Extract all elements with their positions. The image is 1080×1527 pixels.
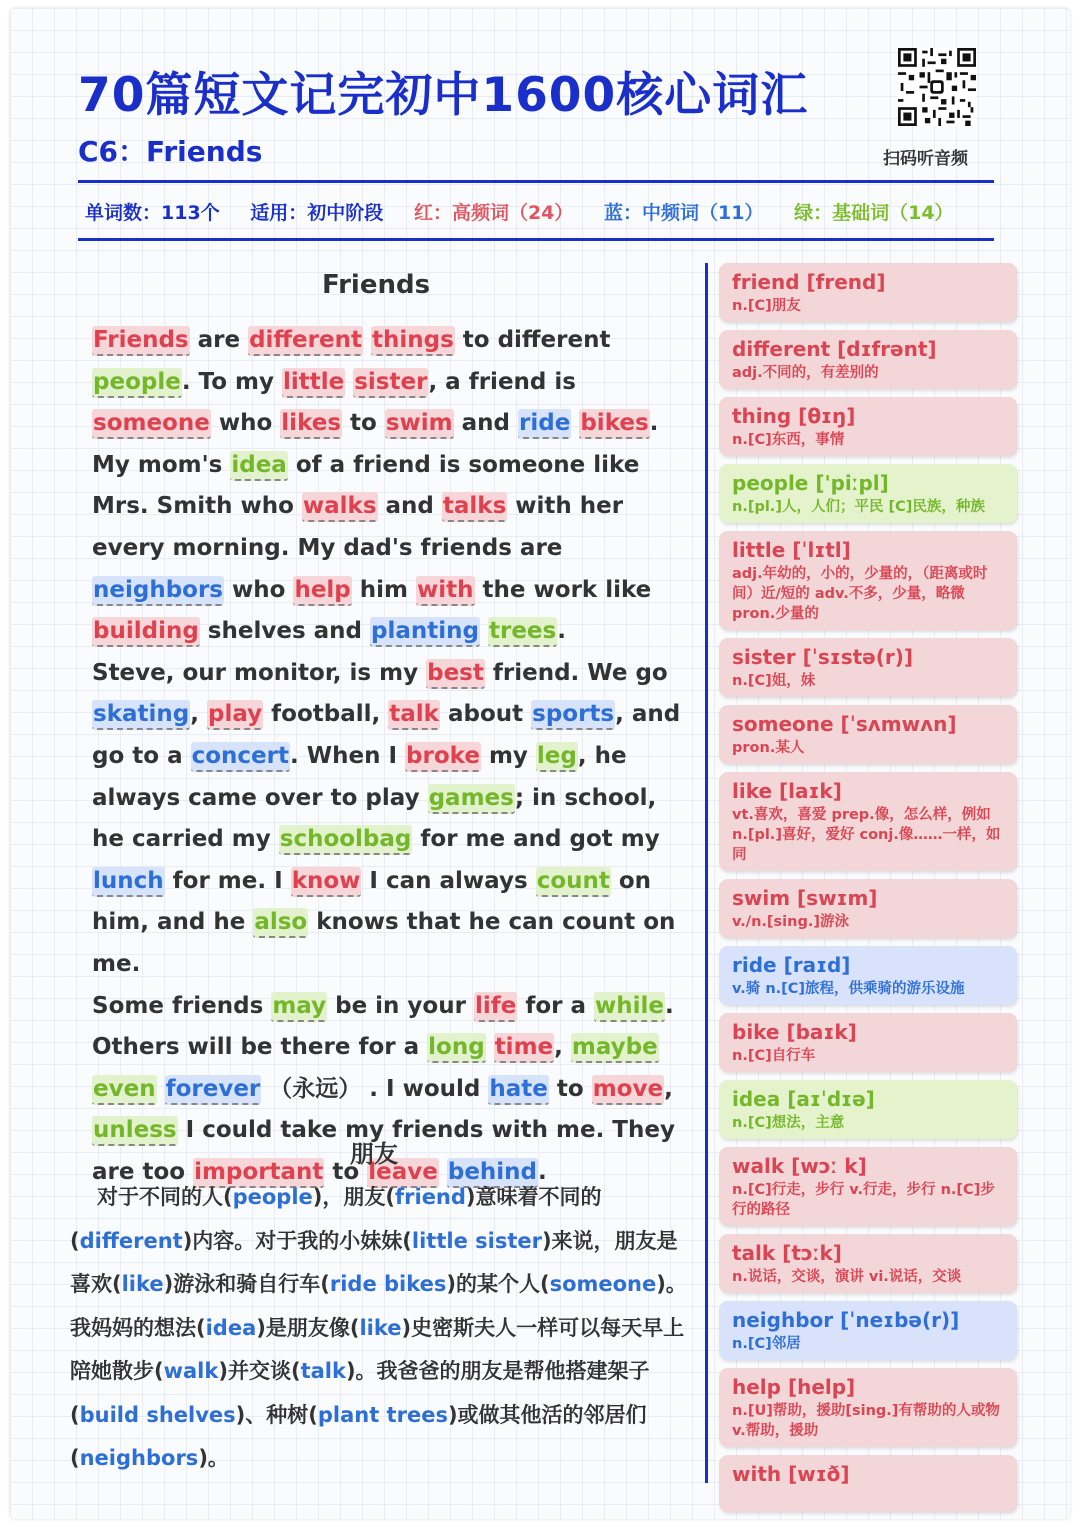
vocab-word[interactable]: with xyxy=(416,576,475,606)
passage-text: my xyxy=(480,742,536,769)
vocab-word[interactable]: likes xyxy=(280,409,342,439)
passage-text: , xyxy=(554,1034,571,1061)
vocab-card[interactable] xyxy=(719,772,1017,871)
vocab-card[interactable] xyxy=(719,397,1017,456)
divider-top xyxy=(78,180,994,183)
translation-text: )或做其他活的邻居们( xyxy=(70,1402,647,1470)
vocab-card-definition: n.[U]帮助，援助[sing.]有帮助的人或物 v.帮助，援助 xyxy=(732,1403,1000,1439)
passage-text: . To my xyxy=(181,368,282,395)
vocab-word[interactable]: broke xyxy=(405,742,481,772)
passage-text: , a friend is xyxy=(428,368,576,395)
translation-keyword: like xyxy=(121,1272,164,1296)
vocab-word[interactable]: different xyxy=(248,326,363,356)
vocab-word[interactable]: life xyxy=(474,992,517,1022)
passage-text: Some friends xyxy=(92,992,272,1019)
vocab-word[interactable]: talks xyxy=(442,492,507,522)
stats-bar xyxy=(85,198,978,225)
passage-text: . Others will be there for a xyxy=(92,992,674,1061)
vocab-card[interactable] xyxy=(719,1455,1017,1512)
translation-keyword: ride bikes xyxy=(329,1272,447,1296)
vocab-word[interactable]: count xyxy=(536,867,611,897)
vocab-word[interactable]: may xyxy=(271,992,327,1022)
passage-text: on him, and he xyxy=(92,867,652,936)
passage-text: of a friend is someone like Mrs. Smith who xyxy=(92,451,640,520)
passage-text: . xyxy=(557,618,566,645)
vocab-card[interactable] xyxy=(719,1080,1017,1139)
translation-keyword: talk xyxy=(300,1359,346,1383)
vocab-word[interactable]: trees xyxy=(488,617,557,647)
vocab-word[interactable]: talk xyxy=(388,700,440,730)
vocab-card-definition: n.[C]邻居 xyxy=(732,1336,801,1352)
passage-text: （永远） . I would xyxy=(261,1075,489,1102)
translation-text: 对于不同的人( xyxy=(97,1185,233,1209)
vocab-word[interactable]: skating xyxy=(92,700,190,730)
passage-paragraph xyxy=(65,653,690,986)
passage-text: ; in school, he carried my xyxy=(92,784,657,853)
vocab-card[interactable] xyxy=(719,1013,1017,1072)
translation-keyword: someone xyxy=(549,1272,657,1296)
vocab-card-definition: v.骑 n.[C]旅程，供乘骑的游乐设施 xyxy=(732,981,965,997)
translation-paragraph xyxy=(70,1176,690,1481)
column-divider xyxy=(705,263,708,1483)
vocab-card-definition: n.说话，交谈，演讲 vi.说话，交谈 xyxy=(732,1269,962,1285)
passage-text xyxy=(363,327,371,353)
passage-text: football, xyxy=(263,701,389,728)
qr-code-icon[interactable] xyxy=(898,48,976,126)
vocab-card[interactable] xyxy=(719,638,1017,697)
vocab-card-definition xyxy=(732,1488,1006,1506)
passage-text: about xyxy=(439,701,532,728)
vocab-word[interactable]: sports xyxy=(531,700,615,730)
passage-text: . My mom's xyxy=(92,410,659,478)
translation-keyword: little sister xyxy=(411,1228,542,1253)
vocab-card-word: walk [wɔː k] xyxy=(732,1154,867,1178)
vocab-word[interactable]: swim xyxy=(385,409,454,439)
vocab-card-word: neighbor [ˈneɪbə(r)] xyxy=(732,1308,960,1332)
vocab-card[interactable] xyxy=(719,879,1017,938)
translation-text: )、种树( xyxy=(235,1402,318,1427)
vocab-card-word: bike [baɪk] xyxy=(732,1020,857,1044)
vocab-card-word: ride [raɪd] xyxy=(732,953,851,977)
translation-keyword: walk xyxy=(163,1359,219,1383)
passage-text: to xyxy=(548,1075,592,1102)
vocab-card[interactable] xyxy=(719,531,1017,630)
passage-text: for a xyxy=(517,992,595,1019)
translation-keyword: people xyxy=(232,1185,313,1209)
passage-text: with her every morning. My dad's friends are xyxy=(92,493,624,561)
translation-keyword: build shelves xyxy=(79,1402,236,1427)
vocab-word[interactable]: Friends xyxy=(92,326,190,356)
vocab-word[interactable]: walks xyxy=(302,492,378,522)
passage-text: to xyxy=(342,410,385,437)
passage-text: be in your xyxy=(327,992,474,1019)
passage-text xyxy=(480,618,488,644)
vocab-card[interactable] xyxy=(719,1234,1017,1293)
passage-text: , xyxy=(664,1075,673,1102)
vocab-card-definition: n.[C]东西，事情 xyxy=(732,432,845,448)
vocab-word[interactable]: games xyxy=(428,784,515,814)
vocab-card[interactable] xyxy=(719,1147,1017,1226)
vocab-word[interactable]: forever xyxy=(165,1075,262,1105)
vocab-word[interactable]: long xyxy=(427,1033,486,1063)
vocab-card[interactable] xyxy=(719,263,1017,322)
passage-text: to different xyxy=(454,327,611,353)
passage-text: and xyxy=(453,410,519,437)
vocab-word[interactable]: little xyxy=(282,368,345,398)
vocab-card-word: idea [aɪˈdɪə] xyxy=(732,1087,875,1111)
vocab-word[interactable]: important xyxy=(193,1158,324,1188)
translation-keyword: idea xyxy=(205,1315,257,1340)
vocab-card-definition: n.[C]想法，主意 xyxy=(732,1115,845,1131)
vocab-word[interactable]: even xyxy=(92,1075,157,1105)
vocab-card-word: friend [frend] xyxy=(732,270,886,294)
translation-text: )来说，朋友是喜欢( xyxy=(70,1228,678,1296)
translation-keyword: different xyxy=(79,1228,183,1253)
passage-text: for me. I xyxy=(164,867,291,894)
vocab-word[interactable]: sister xyxy=(353,368,428,398)
passage-text: . When I xyxy=(290,742,406,769)
passage-title: Friends xyxy=(322,270,431,300)
vocab-card-definition: n.[C]朋友 xyxy=(732,298,801,314)
vocab-word[interactable]: maybe xyxy=(571,1033,659,1063)
translation-keyword: neighbors xyxy=(79,1446,199,1470)
legend-high: 红：高频词（24） xyxy=(413,202,574,224)
translation-body xyxy=(70,1176,690,1481)
vocab-card-word: with [wɪð] xyxy=(732,1462,850,1486)
passage-text: shelves and xyxy=(199,618,371,645)
vocab-card-word: different [dɪfrənt] xyxy=(732,337,937,361)
vocab-card-word: someone [ˈsʌmwʌn] xyxy=(732,712,957,736)
passage-text: knows that he can count on me. xyxy=(92,909,676,977)
translation-text: )并交谈( xyxy=(218,1359,301,1383)
vocab-word[interactable]: schoolbag xyxy=(279,825,413,855)
vocab-card[interactable] xyxy=(719,705,1017,764)
translation-text: )。我爸爸的朋友是帮他搭建架子( xyxy=(70,1359,650,1427)
passage-body xyxy=(65,320,690,1193)
translation-text: )游泳和骑自行车( xyxy=(163,1272,330,1296)
translation-text: )。 xyxy=(198,1446,229,1470)
translation-title: 朋友 xyxy=(350,1140,398,1168)
translation-keyword: like xyxy=(359,1315,402,1340)
vocab-word[interactable]: while xyxy=(594,992,665,1022)
vocab-card-definition: vt.喜欢，喜爱 prep.像，怎么样，例如 n.[pl.]喜好，爱好 conj.像……一样，如同 xyxy=(732,807,1001,863)
passage-text: are xyxy=(189,327,249,353)
vocab-card-word: talk [tɔːk] xyxy=(732,1241,842,1265)
vocab-word[interactable]: people xyxy=(92,368,182,398)
vocab-word[interactable]: play xyxy=(207,700,263,730)
vocab-card[interactable] xyxy=(719,464,1017,523)
vocab-card-definition: adj.年幼的，小的，少量的，（距离或时间）近/短的 adv.不多，少量，略微 pron.少量的 xyxy=(732,566,988,622)
vocab-card[interactable] xyxy=(719,1301,1017,1360)
vocab-card-word: thing [θɪŋ] xyxy=(732,404,856,428)
legend-mid: 蓝：中频词（11） xyxy=(604,202,764,224)
passage-paragraph xyxy=(65,320,690,653)
translation-text: )。我妈妈的想法( xyxy=(70,1272,687,1340)
translation-text: )是朋友像( xyxy=(256,1315,360,1340)
passage-text: Steve, our monitor, is my xyxy=(92,659,427,686)
vocab-word[interactable]: leg xyxy=(536,742,578,772)
passage-text: who xyxy=(210,410,281,437)
vocab-word[interactable]: neighbors xyxy=(92,576,224,606)
vocab-word[interactable]: behind xyxy=(447,1158,538,1188)
vocab-card-word: little [ˈlɪtl] xyxy=(732,538,851,562)
vocab-word[interactable]: help xyxy=(293,576,351,606)
passage-text: to xyxy=(324,1158,368,1185)
vocab-card-definition: v./n.[sing.]游泳 xyxy=(732,914,849,930)
passage-text: him xyxy=(351,576,417,603)
passage-text: the work like xyxy=(474,576,652,603)
vocab-word[interactable]: best xyxy=(426,659,485,689)
vocab-word[interactable]: unless xyxy=(92,1116,178,1146)
vocab-card-word: like [laɪk] xyxy=(732,779,842,803)
legend-basic: 绿：基础词（14） xyxy=(794,202,954,224)
vocab-card-definition: n.[C]行走，步行 v.行走，步行 n.[C]步行的路径 xyxy=(732,1182,995,1218)
passage-text: and xyxy=(377,493,442,520)
vocab-word[interactable]: ride xyxy=(518,409,571,439)
page-title: 70篇短文记完初中1600核心词汇 xyxy=(78,68,809,123)
vocab-word[interactable]: someone xyxy=(92,409,211,439)
passage-text: for me and got my xyxy=(412,826,660,853)
page xyxy=(10,8,1070,1519)
passage-text xyxy=(486,1034,494,1060)
vocab-card-definition: n.[C]自行车 xyxy=(732,1048,816,1064)
vocab-word[interactable]: concert xyxy=(191,742,290,772)
vocab-word[interactable]: planting xyxy=(370,617,480,647)
vocab-word[interactable]: things xyxy=(371,326,455,356)
vocab-word[interactable]: time xyxy=(494,1033,554,1063)
vocab-card-word: swim [swɪm] xyxy=(732,886,878,910)
vocab-card-definition: n.[pl.]人，人们；平民 [C]民族，种族 xyxy=(732,499,985,515)
vocab-word[interactable]: leave xyxy=(367,1158,439,1188)
passage-text: . xyxy=(538,1158,547,1185)
translation-text: )意味着不同的( xyxy=(70,1185,602,1253)
vocab-word[interactable]: know xyxy=(291,867,362,897)
chapter-subtitle: C6：Friends xyxy=(78,135,263,168)
vocab-card[interactable] xyxy=(719,946,1017,1005)
passage-text xyxy=(157,1076,165,1102)
passage-text: , and go to a xyxy=(92,701,681,769)
vocab-word[interactable]: hate xyxy=(488,1075,549,1105)
vocab-word[interactable]: building xyxy=(92,617,200,647)
level: 适用：初中阶段 xyxy=(250,202,384,224)
vocab-card-word: people ['piːpl] xyxy=(732,471,889,495)
vocab-card-word: help [help] xyxy=(732,1375,856,1399)
vocab-card-definition: adj.不同的，有差别的 xyxy=(732,365,879,381)
translation-text: )内容。对于我的小妹妹( xyxy=(182,1228,412,1253)
translation-text: )史密斯夫人一样可以每天早上陪她散步( xyxy=(70,1315,685,1383)
translation-text: )，朋友( xyxy=(312,1185,395,1209)
vocab-card[interactable] xyxy=(719,1368,1017,1447)
vocab-card-definition: n.[C]姐，妹 xyxy=(732,673,816,689)
vocab-word[interactable]: bikes xyxy=(579,409,649,439)
passage-text: , he always came over to play xyxy=(92,742,627,811)
vocab-list xyxy=(719,263,1017,1519)
translation-keyword: friend xyxy=(395,1185,466,1209)
translation-text: )的某个人( xyxy=(446,1272,550,1296)
vocab-card-definition: pron.某人 xyxy=(732,740,805,756)
passage-text: friend. We go xyxy=(484,659,668,686)
passage-text: , xyxy=(190,701,207,728)
translation-keyword: plant trees xyxy=(317,1402,448,1427)
passage-text: I can always xyxy=(361,867,536,894)
vocab-word[interactable]: lunch xyxy=(92,867,165,897)
qr-label: 扫码听音频 xyxy=(883,149,968,169)
vocab-word[interactable]: idea xyxy=(230,451,287,481)
vocab-word[interactable]: move xyxy=(592,1075,664,1105)
vocab-word[interactable]: also xyxy=(253,908,308,938)
word-count: 单词数：113个 xyxy=(85,202,220,224)
divider-bottom xyxy=(78,238,994,241)
passage-text: I could take my friends with me. They are too xyxy=(92,1117,675,1185)
passage-text: who xyxy=(224,576,294,603)
vocab-card[interactable] xyxy=(719,330,1017,389)
vocab-card-word: sister [ˈsɪstə(r)] xyxy=(732,645,914,669)
